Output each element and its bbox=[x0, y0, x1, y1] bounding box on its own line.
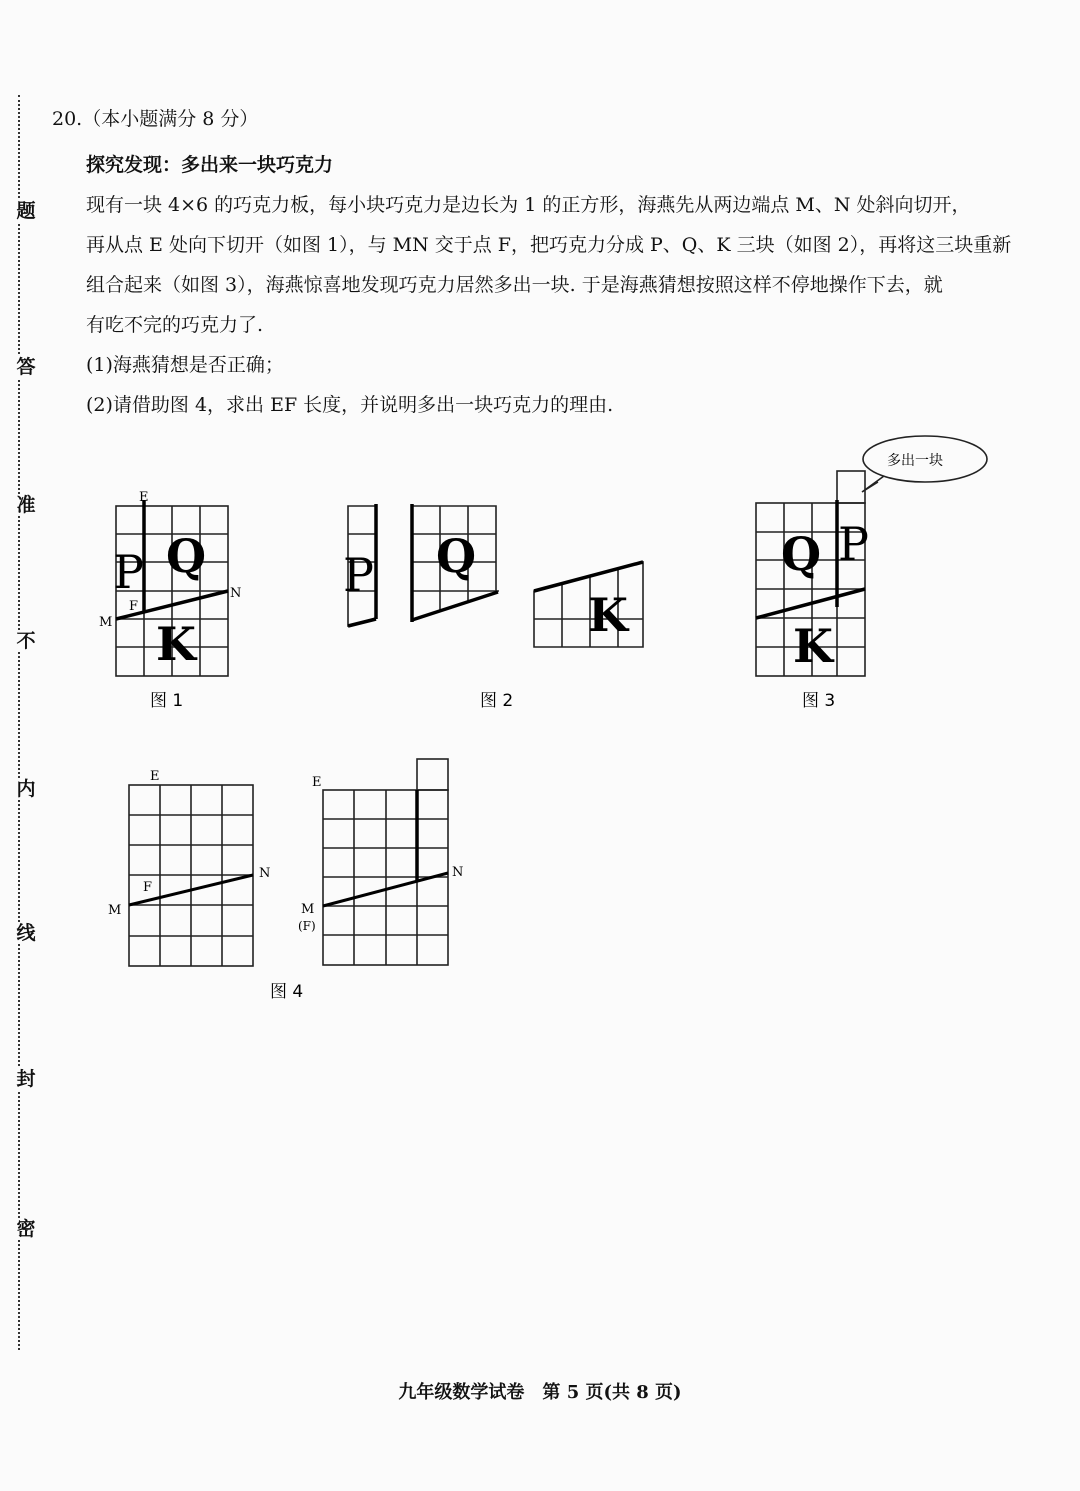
fig3-cut-diagonal bbox=[756, 589, 865, 618]
margin-char: 不 bbox=[14, 630, 38, 652]
body-line: 现有一块 4×6 的巧克力板，每小块巧克力是边长为 1 的正方形，海燕先从两边端点 M、N 处斜向切开， bbox=[86, 194, 971, 216]
fig3-bubble-text: 多出一块 bbox=[887, 453, 943, 469]
fig1-piece-p: P bbox=[113, 545, 144, 599]
fig4b-label-e: E bbox=[312, 775, 322, 790]
fig2-piece-q: Q bbox=[436, 529, 477, 583]
fig1-label-f: F bbox=[129, 599, 139, 614]
margin-char: 线 bbox=[14, 922, 38, 944]
fig4b-label-m: M bbox=[301, 902, 315, 917]
fig2-piece-k: K bbox=[588, 588, 628, 642]
margin-char: 题 bbox=[14, 200, 38, 222]
fig4-caption: 图 4 bbox=[270, 982, 304, 1002]
fig1-label-n: N bbox=[230, 586, 242, 601]
figure-4-right bbox=[270, 759, 463, 1002]
margin-char: 答 bbox=[14, 356, 38, 378]
fig1-label-m: M bbox=[99, 615, 113, 630]
fig4b-label-f: (F) bbox=[298, 919, 316, 933]
body-line: 组合起来（如图 3），海燕惊喜地发现巧克力居然多出一块. 于是海燕猜想按照这样不停地操作下去，就 bbox=[86, 274, 943, 296]
fig2-caption: 图 2 bbox=[480, 691, 514, 711]
fig4a-label-m: M bbox=[108, 903, 122, 918]
fig3-piece-k: K bbox=[793, 619, 833, 673]
figure-2 bbox=[343, 504, 643, 711]
figure-1 bbox=[99, 490, 241, 711]
fig1-piece-k: K bbox=[156, 617, 196, 671]
fig3-piece-q: Q bbox=[781, 527, 822, 581]
body-line: 有吃不完的巧克力了. bbox=[86, 314, 264, 336]
fig4a-grid bbox=[129, 785, 253, 966]
question-1: (1)海燕猜想是否正确； bbox=[86, 354, 284, 376]
fig2-piece-p: P bbox=[343, 548, 374, 602]
fig1-caption: 图 1 bbox=[150, 691, 184, 711]
fig4a-label-n: N bbox=[259, 866, 271, 881]
fig1-label-e: E bbox=[139, 490, 149, 505]
fig1-piece-q: Q bbox=[166, 529, 207, 583]
problem-number: 20.（本小题满分 8 分） bbox=[52, 108, 259, 130]
figure-3 bbox=[756, 436, 987, 711]
margin-char: 密 bbox=[14, 1218, 38, 1240]
page-footer: 九年级数学试卷 第 5 页(共 8 页) bbox=[398, 1382, 682, 1403]
figure-4-left bbox=[108, 769, 270, 966]
fig3-piece-p: P bbox=[838, 517, 869, 571]
fig4a-label-e: E bbox=[150, 769, 160, 784]
section-title: 探究发现：多出来一块巧克力 bbox=[86, 154, 334, 176]
fig4b-label-n: N bbox=[452, 865, 464, 880]
margin-char: 准 bbox=[14, 494, 38, 516]
fig4a-label-f: F bbox=[143, 880, 153, 895]
fig4b-grid bbox=[323, 759, 448, 965]
margin-char: 封 bbox=[14, 1068, 38, 1090]
question-2: (2)请借助图 4，求出 EF 长度，并说明多出一块巧克力的理由. bbox=[86, 394, 614, 416]
fig3-caption: 图 3 bbox=[802, 691, 836, 711]
body-line: 再从点 E 处向下切开（如图 1），与 MN 交于点 F，把巧克力分成 P、Q、K 三块（如图 2），再将这三块重新 bbox=[86, 234, 1012, 256]
margin-char: 内 bbox=[14, 778, 38, 800]
